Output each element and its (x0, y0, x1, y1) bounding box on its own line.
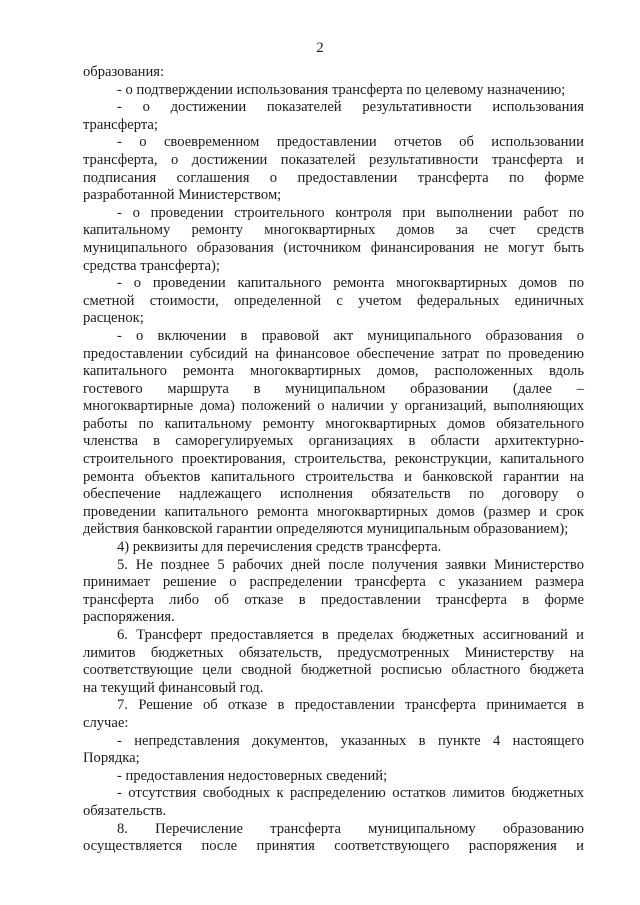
text-line: предоставлении субсидий на финансовое обеспечение затрат по проведению (83, 345, 584, 362)
text-line: принимает решение о распределении трансферта с указанием размера (83, 574, 584, 591)
text-line: лимитов бюджетных обязательств, предусмотренных Министерству на (83, 644, 584, 661)
text-line: 6. Трансферт предоставляется в пределах бюджетных ассигнований и (117, 627, 584, 643)
paragraph (83, 627, 584, 697)
paragraph (83, 64, 584, 82)
paragraph (83, 205, 584, 275)
text-line: работы по капитальному ремонту многоквартирных домов обязательного (83, 415, 584, 432)
text-line: образования: (83, 64, 165, 80)
paragraph (83, 328, 584, 539)
text-line: распоряжения. (83, 609, 175, 626)
text-line: капитального ремонта многоквартирных домов, расположенных вдоль (83, 363, 584, 380)
text-line: муниципального образования (источником финансирования не могут быть (83, 239, 584, 256)
text-line: средства трансферта); (83, 257, 220, 274)
text-line: членства в саморегулируемых организациях в области архитектурно- (83, 433, 584, 450)
text-line: действия банковской гарантии определяются муниципальным образованием); (83, 521, 569, 538)
text-line: соответствующие цели сводной бюджетной росписью областного бюджета (83, 662, 584, 679)
text-line: Порядка; (83, 750, 140, 767)
text-line: сметной стоимости, определенной с учетом федеральных единичных (83, 292, 584, 309)
paragraph (83, 275, 584, 328)
text-line: проведении капитального ремонта многоквартирных домов (размер и срок (83, 503, 584, 520)
text-line: обязательств. (83, 802, 167, 819)
text-line: - непредставления документов, указанных в пункте 4 настоящего (117, 732, 584, 749)
paragraph (83, 785, 584, 820)
page-number: 2 (316, 40, 324, 56)
text-line: на текущий финансовый год. (83, 679, 264, 696)
text-line: - о проведении капитального ремонта многоквартирных домов по (117, 275, 584, 292)
text-line: - о своевременном предоставлении отчетов об использовании (117, 134, 584, 151)
text-line: 4) реквизиты для перечисления средств трансферта. (117, 539, 442, 556)
text-line: 5. Не позднее 5 рабочих дней после получения заявки Министерство (117, 556, 584, 573)
text-line: - о достижении показателей результативности использования (117, 99, 584, 116)
paragraph (83, 733, 584, 768)
text-line: капитальному ремонту многоквартирных домов за счет средств (83, 222, 584, 239)
paragraph (83, 539, 584, 557)
text-line: подписания соглашения о предоставлении трансферта по форме (83, 169, 584, 186)
text-line: случае: (83, 714, 129, 731)
paragraph (83, 134, 584, 204)
text-line: осуществляется после принятия соответствующего распоряжения и (83, 838, 584, 855)
text-line: расценок; (83, 310, 144, 327)
text-line: - отсутствия свободных к распределению остатков лимитов бюджетных (117, 785, 584, 802)
text-line: 7. Решение об отказе в предоставлении трансферта принимается в (117, 697, 584, 714)
text-line: - предоставления недостоверных сведений; (117, 767, 388, 784)
paragraph (83, 82, 584, 100)
text-line: трансферта; (83, 116, 158, 133)
text-line: разработанной Министерством; (83, 187, 282, 204)
text-line: - о проведении строительного контроля при выполнении работ по (117, 204, 584, 221)
text-line: трансферта, о достижении показателей результативности трансферта и (83, 151, 584, 168)
paragraph (83, 99, 584, 134)
paragraph (83, 697, 584, 732)
text-line: 8. Перечисление трансферта муниципальному образованию (117, 820, 584, 837)
text-line: обеспечение надлежащего исполнения обязательств по договору о (83, 486, 584, 503)
text-line: - о подтверждении использования трансферта по целевому назначению; (117, 81, 566, 98)
text-line: - о включении в правовой акт муниципального образования о (117, 327, 584, 344)
paragraph (83, 821, 584, 856)
text-line: строительного проектирования, строительства, реконструкции, капитального (83, 451, 584, 468)
text-line: трансферта либо об отказе в предоставлении трансферта в форме (83, 591, 584, 608)
paragraph (83, 768, 584, 786)
text-line: ремонта объектов капитального строительства и банковской гарантии на (83, 468, 584, 485)
text-line: гостевого маршрута в муниципальном образовании (далее – (83, 380, 584, 397)
document-body (83, 64, 584, 856)
text-line: многоквартирные дома) положений о наличии у организаций, выполняющих (83, 398, 584, 415)
paragraph (83, 557, 584, 627)
